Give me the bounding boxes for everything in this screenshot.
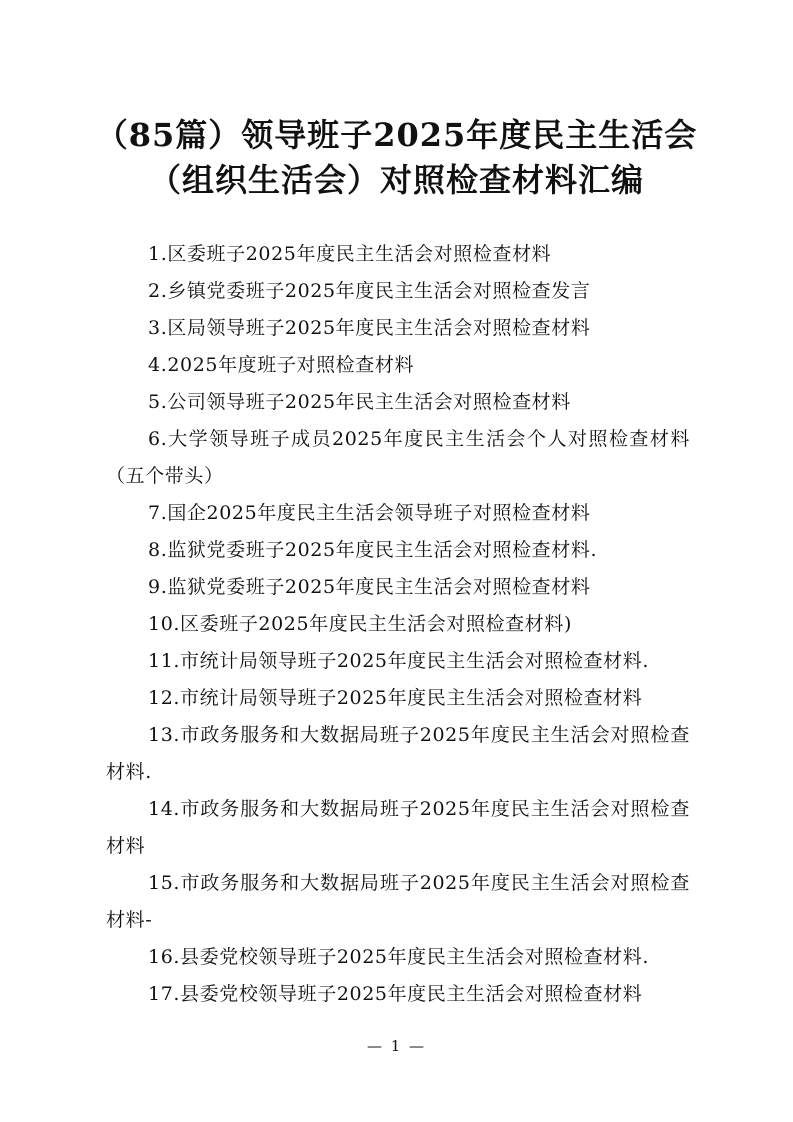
- list-item: 13.市政务服务和大数据局班子2025年度民主生活会对照检查材料.: [106, 724, 690, 783]
- list-item: 5.公司领导班子2025年民主生活会对照检查材料: [148, 391, 571, 413]
- list-item: 10.区委班子2025年度民主生活会对照检查材料): [148, 613, 572, 635]
- list-item: 9.监狱党委班子2025年度民主生活会对照检查材料: [148, 576, 591, 598]
- list-item: 11.市统计局领导班子2025年度民主生活会对照检查材料.: [148, 650, 650, 672]
- list-item: 17.县委党校领导班子2025年度民主生活会对照检查材料: [148, 983, 643, 1005]
- contents-list: [106, 236, 690, 1013]
- list-item: 15.市政务服务和大数据局班子2025年度民主生活会对照检查材料-: [106, 872, 690, 931]
- document-title-line-1: （85篇）领导班子2025年度民主生活会: [95, 116, 698, 154]
- list-item: 1.区委班子2025年度民主生活会对照检查材料: [148, 243, 552, 265]
- list-item: 4.2025年度班子对照检查材料: [148, 354, 415, 376]
- page-number: — 1 —: [366, 1037, 427, 1055]
- list-item: 2.乡镇党委班子2025年度民主生活会对照检查发言: [148, 280, 591, 302]
- list-item: 6.大学领导班子成员2025年度民主生活会个人对照检查材料（五个带头）: [106, 428, 690, 487]
- list-item: 12.市统计局领导班子2025年度民主生活会对照检查材料: [148, 687, 643, 709]
- list-item: 7.国企2025年度民主生活会领导班子对照检查材料: [148, 502, 591, 524]
- list-item: 3.区局领导班子2025年度民主生活会对照检查材料: [148, 317, 591, 339]
- document-title-line-2: （组织生活会）对照检查材料汇编: [148, 161, 644, 199]
- list-item: 16.县委党校领导班子2025年度民主生活会对照检查材料.: [148, 946, 650, 968]
- list-item: 14.市政务服务和大数据局班子2025年度民主生活会对照检查材料: [106, 798, 690, 857]
- list-item: 8.监狱党委班子2025年度民主生活会对照检查材料.: [148, 539, 598, 561]
